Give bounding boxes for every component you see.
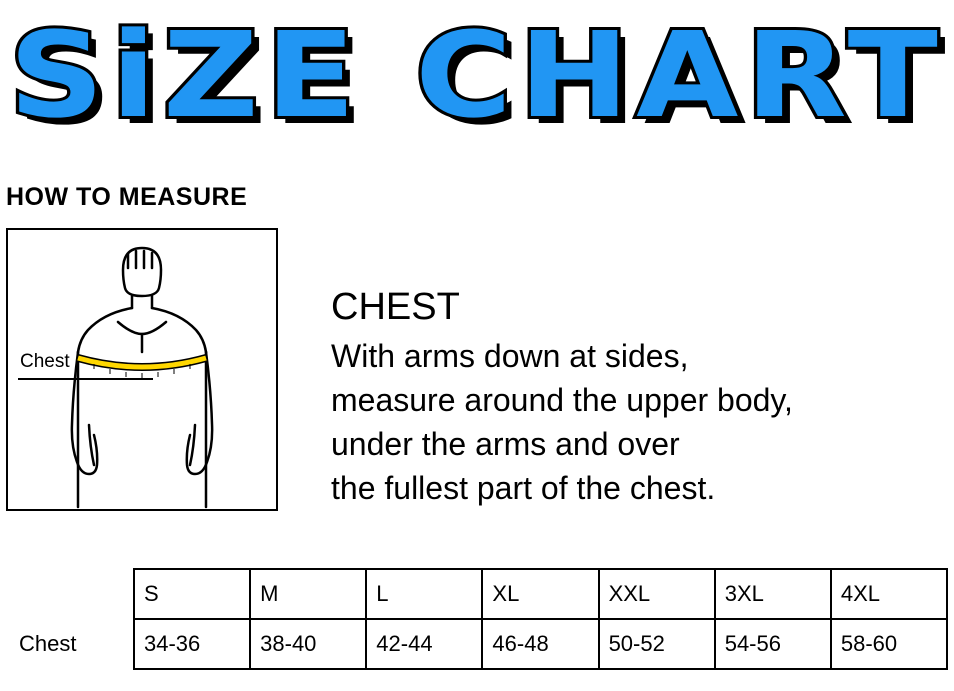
table-header-s: S — [134, 569, 250, 619]
description-heading: CHEST — [331, 286, 460, 328]
table-header-4xl: 4XL — [831, 569, 947, 619]
measurement-description — [331, 288, 941, 511]
size-chart-table — [6, 568, 948, 670]
table-header-corner — [6, 569, 134, 619]
description-line-1: With arms down at sides, — [331, 337, 689, 374]
table-header-row — [6, 569, 947, 619]
description-body — [331, 334, 941, 511]
chest-figure-label: Chest — [20, 351, 70, 372]
table-cell-chest-xxl: 50-52 — [599, 619, 715, 669]
table-cell-chest-4xl: 58-60 — [831, 619, 947, 669]
table-row-label-chest: Chest — [19, 631, 77, 656]
table-cell-chest-l: 42-44 — [366, 619, 482, 669]
how-to-measure-heading: HOW TO MEASURE — [6, 183, 248, 211]
table-header-xxl: XXL — [599, 569, 715, 619]
page-title — [0, 0, 954, 150]
description-line-3: under the arms and over — [331, 426, 680, 463]
table-cell-chest-3xl: 54-56 — [715, 619, 831, 669]
table-row — [6, 619, 947, 669]
description-line-4: the fullest part of the chest. — [331, 470, 716, 507]
table-cell-chest-xl: 46-48 — [482, 619, 598, 669]
table-cell-chest-m: 38-40 — [250, 619, 366, 669]
description-line-2: measure around the upper body, — [331, 382, 793, 419]
table-header-l: L — [366, 569, 482, 619]
table-cell-chest-s: 34-36 — [134, 619, 250, 669]
table-header-m: M — [250, 569, 366, 619]
chest-leader-line — [18, 378, 153, 380]
table-header-xl: XL — [482, 569, 598, 619]
page-title-text: SiZE CHART — [9, 6, 945, 144]
table-header-3xl: 3XL — [715, 569, 831, 619]
